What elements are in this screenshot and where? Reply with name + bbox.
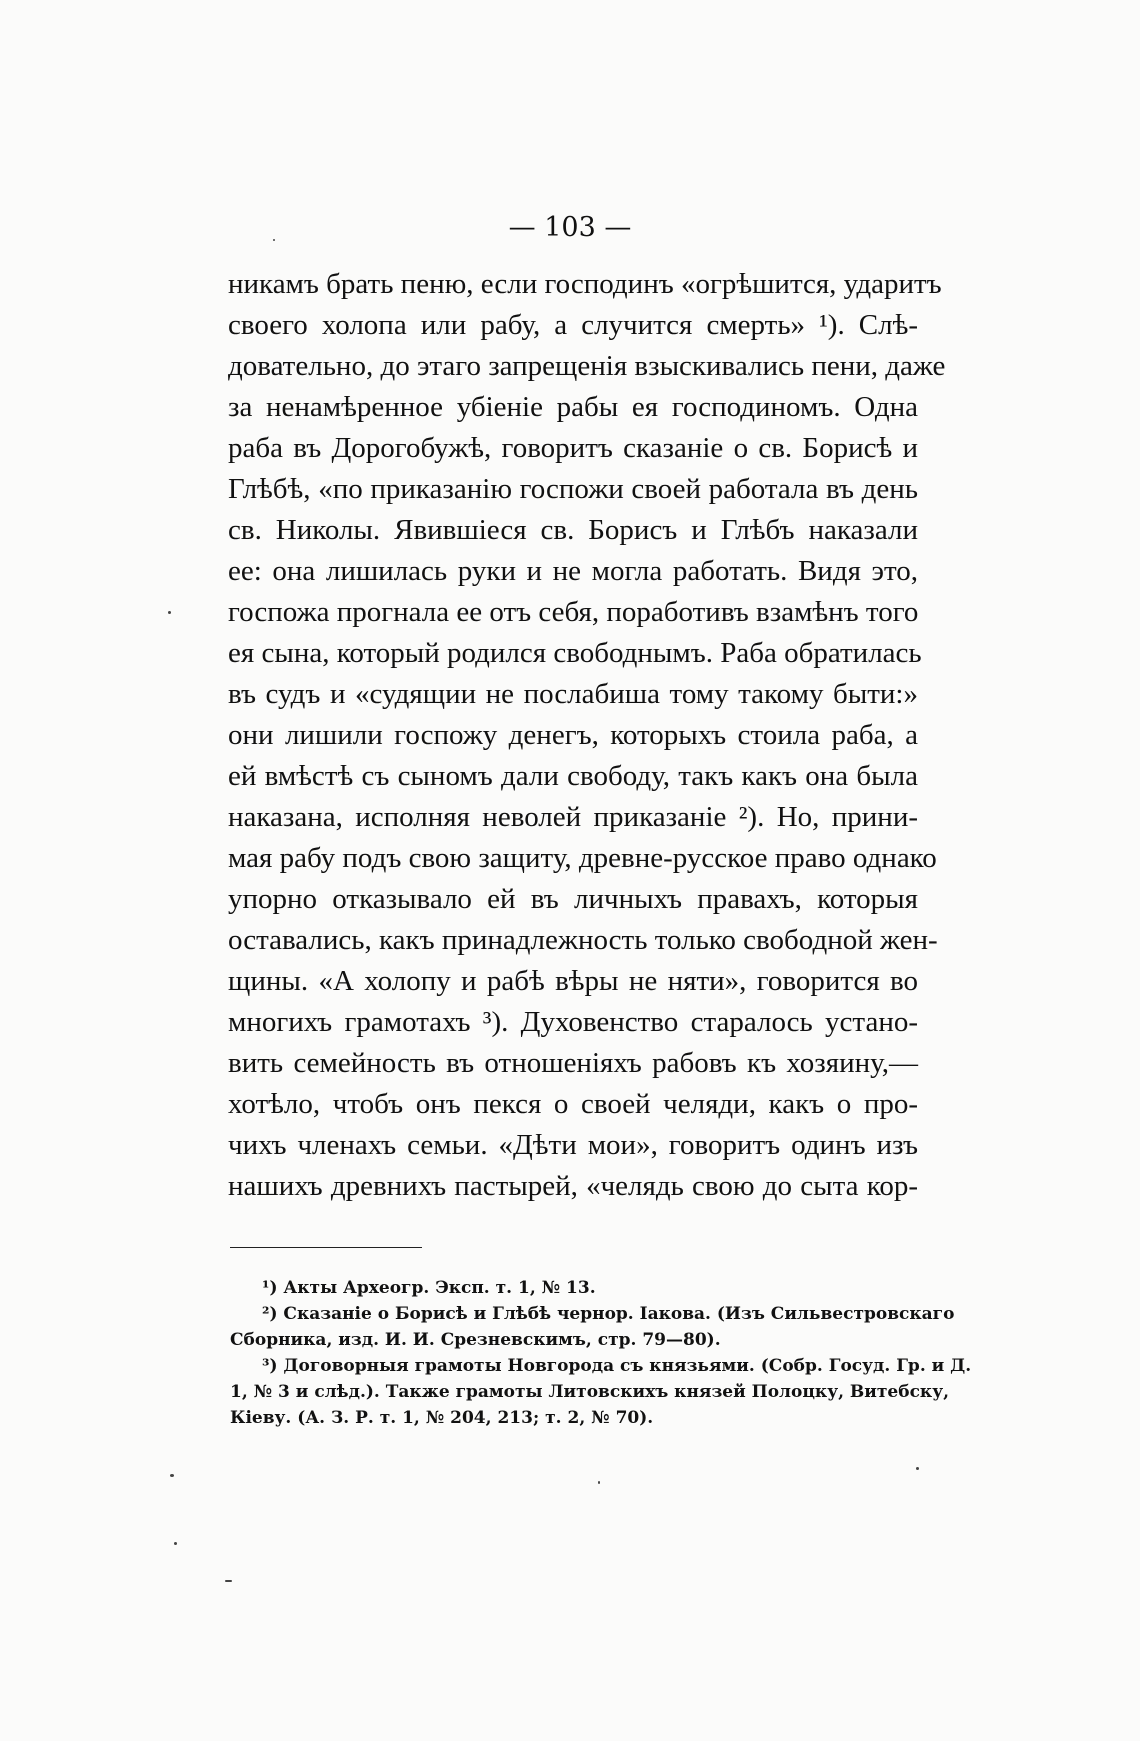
text-line: оставались, какъ принадлежность только свободной жен- <box>228 924 938 956</box>
text-line: въ судъ и «судящии не послабиша тому такому быти:» <box>228 678 918 710</box>
footnote-line: ²) Сказаніе о Борисѣ и Глѣбѣ чернор. Іакова. (Изъ Сильвестровскаго <box>262 1304 955 1324</box>
scan-speck <box>168 611 171 614</box>
footnote-line: ¹) Акты Археогр. Эксп. т. 1, № 13. <box>262 1278 596 1298</box>
scan-speck <box>598 1481 600 1484</box>
footnote-line: Сборника, изд. И. И. Срезневскимъ, стр. 79—80). <box>230 1330 721 1350</box>
text-line: вить семейность въ отношеніяхъ рабовъ къ хозяину,— <box>228 1047 918 1079</box>
scan-speck <box>916 1467 919 1470</box>
text-line: довательно, до этаго запрещенія взыскивались пени, даже <box>228 350 946 382</box>
text-line: госпожа прогнала ее отъ себя, поработивъ взамѣнъ того <box>228 596 919 628</box>
text-line: ей вмѣстѣ съ сыномъ дали свободу, такъ какъ она была <box>228 760 918 792</box>
text-line: многихъ грамотахъ ³). Духовенство старалось устано- <box>228 1006 918 1038</box>
main-text-block <box>228 264 946 1207</box>
text-line: упорно отказывало ей въ личныхъ правахъ, которыя <box>228 883 918 915</box>
text-line: хотѣло, чтобъ онъ пекся о своей челяди, какъ о про- <box>228 1088 918 1120</box>
text-line: чихъ членахъ семьи. «Дѣти мои», говоритъ одинъ изъ <box>228 1129 918 1161</box>
text-line: св. Николы. Явившіеся св. Борисъ и Глѣбъ наказали <box>228 514 918 546</box>
text-line: щины. «А холопу и рабѣ вѣры не няти», говорится во <box>228 965 918 997</box>
footnotes-block <box>230 1275 972 1431</box>
scan-speck <box>170 1474 174 1477</box>
text-line: своего холопа или рабу, а случится смерть» ¹). Слѣ- <box>228 309 918 341</box>
text-line: они лишили госпожу денегъ, которыхъ стоила раба, а <box>228 719 918 751</box>
page-number-header: — 103 — <box>508 212 632 243</box>
text-line: Глѣбѣ, «по приказанію госпожи своей работала въ день <box>228 473 918 505</box>
footnote-line: 1, № 3 и слѣд.). Также грамоты Литовскихъ князей Полоцку, Витебску, <box>230 1382 950 1402</box>
text-line: мая рабу подъ свою защиту, древне-русское право однако <box>228 842 937 874</box>
footnote-line: Кіеву. (А. З. Р. т. 1, № 204, 213; т. 2, № 70). <box>230 1408 654 1428</box>
text-line: раба въ Дорогобужѣ, говоритъ сказаніе о св. Борисѣ и <box>228 432 918 464</box>
footnote-divider <box>230 1247 422 1248</box>
text-line: ея сына, который родился свободнымъ. Раба обратилась <box>228 637 922 669</box>
scan-speck <box>273 239 275 241</box>
footnote-line: ³) Договорныя грамоты Новгорода съ князьями. (Собр. Госуд. Гр. и Д. <box>262 1356 972 1376</box>
text-line: наказана, исполняя неволей приказаніе ²). Но, прини- <box>228 801 918 833</box>
text-line: ее: она лишилась руки и не могла работать. Видя это, <box>228 555 918 587</box>
text-line: за ненамѣренное убіеніе рабы ея господиномъ. Одна <box>228 391 918 423</box>
scan-speck <box>225 1580 232 1582</box>
scan-speck <box>174 1542 177 1545</box>
text-line: нашихъ древнихъ пастырей, «челядь свою до сыта кор- <box>228 1170 918 1202</box>
text-line: никамъ брать пеню, если господинъ «огрѣшится, ударитъ <box>228 268 942 300</box>
